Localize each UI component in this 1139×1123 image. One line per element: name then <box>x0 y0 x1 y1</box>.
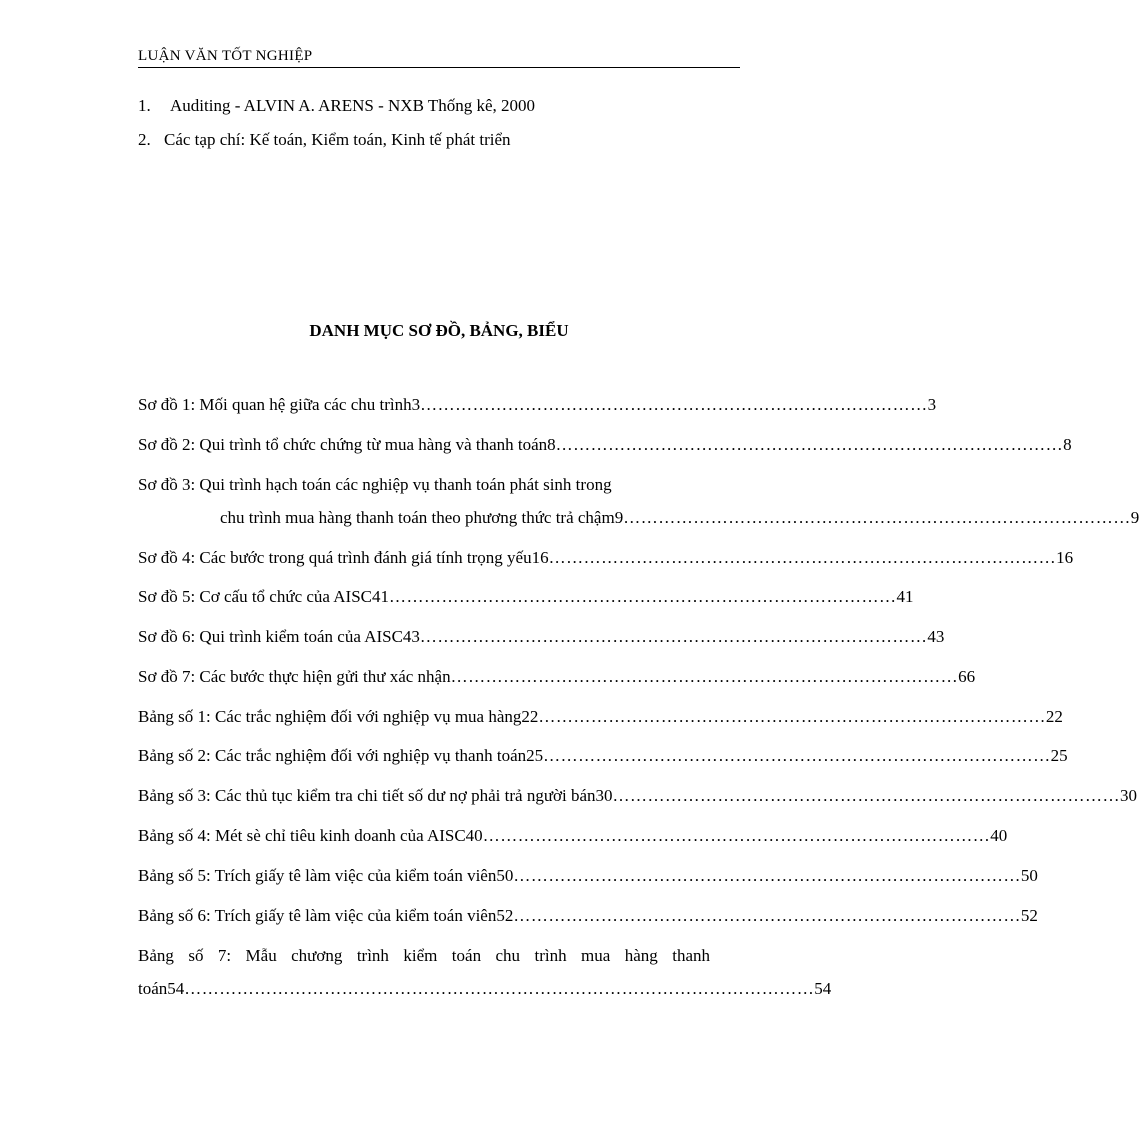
reference-text: Auditing - ALVIN A. ARENS - NXB Thống kê, 2000 <box>170 96 536 115</box>
toc-leader: …………………………………………………………………………… <box>555 435 1064 454</box>
toc-leader: …………………………………………………………………………… <box>513 866 1021 885</box>
toc-leader: …………………………………………………………………………… <box>623 508 1131 527</box>
toc-label: Bảng số 5: Trích giấy tê làm việc của kiểm toán viên50 <box>138 866 514 885</box>
toc-entry <box>220 508 1139 528</box>
toc-leader: …………………………………………………………………………… <box>543 746 1051 765</box>
toc-page-number: 9 <box>1130 508 1139 527</box>
toc-leader: …………………………………………………………………………… <box>513 906 1021 925</box>
toc-page-number: 22 <box>1045 707 1063 726</box>
toc-page-number: 52 <box>1020 906 1038 925</box>
toc-entry <box>138 587 914 607</box>
toc-label: Bảng số 6: Trích giấy tê làm việc của kiểm toán viên52 <box>138 906 514 925</box>
toc-page-number: 43 <box>927 627 945 646</box>
toc-entry <box>138 866 1038 886</box>
toc-entry <box>138 707 1063 727</box>
reference-number: 2. <box>138 130 151 149</box>
toc-leader: …………………………………………………………………………… <box>612 786 1121 805</box>
toc-leader: …………………………………………………………………………… <box>389 587 897 606</box>
toc-label: Bảng số 4: Mét sè chỉ tiêu kinh doanh của AISC40 <box>138 826 483 845</box>
toc-label: Sơ đồ 1: Mối quan hệ giữa các chu trình3 <box>138 395 421 414</box>
toc-leader: …………………………………………………………………………… <box>420 395 928 414</box>
toc-label: Sơ đồ 7: Các bước thực hiện gửi thư xác nhận <box>138 667 451 686</box>
toc-entry <box>138 395 937 415</box>
reference-item-2 <box>138 130 511 150</box>
toc-label: Sơ đồ 6: Qui trình kiểm toán của AISC43 <box>138 627 420 646</box>
toc-entry <box>138 826 1008 846</box>
toc-page-number: 3 <box>927 395 937 414</box>
toc-entry <box>138 979 832 999</box>
toc-page-number: 50 <box>1020 866 1038 885</box>
toc-page-number: 25 <box>1050 746 1068 765</box>
toc-leader: …………………………………………………………………………… <box>538 707 1046 726</box>
toc-page-number: 16 <box>1056 548 1074 567</box>
toc-page-number: 41 <box>896 587 914 606</box>
toc-entry <box>138 667 976 687</box>
toc-leader: …………………………………………………………………………… <box>548 548 1057 567</box>
toc-label: Bảng số 2: Các trắc nghiệm đối với nghiệp vụ thanh toán25 <box>138 746 544 765</box>
toc-label: toán54 <box>138 979 185 998</box>
reference-text: Các tạp chí: Kế toán, Kiểm toán, Kinh tế phát triển <box>164 130 511 149</box>
toc-leader: ……………………………………………………………………………………………… <box>184 979 815 998</box>
toc-page-number: 8 <box>1063 435 1072 454</box>
reference-number: 1. <box>138 96 151 115</box>
toc-entry <box>138 435 1072 455</box>
toc-leader: …………………………………………………………………………… <box>482 826 991 845</box>
toc-leader: …………………………………………………………………………… <box>450 667 959 686</box>
toc-label: Bảng số 1: Các trắc nghiệm đối với nghiệp vụ mua hàng22 <box>138 707 539 726</box>
toc-label: Sơ đồ 2: Qui trình tổ chức chứng từ mua hàng và thanh toán8 <box>138 435 556 454</box>
toc-page-number: 66 <box>958 667 976 686</box>
toc-label: chu trình mua hàng thanh toán theo phương thức trả chậm9 <box>220 508 624 527</box>
toc-page-number: 40 <box>990 826 1008 845</box>
toc-label: Bảng số 3: Các thủ tục kiểm tra chi tiết số dư nợ phải trả người bán30 <box>138 786 613 805</box>
toc-label: Sơ đồ 4: Các bước trong quá trình đánh giá tính trọng yếu16 <box>138 548 549 567</box>
toc-page-number: 54 <box>814 979 832 998</box>
toc-label-line1: Bảng số 7: Mẫu chương trình kiểm toán chu trình mua hàng thanh <box>138 946 710 965</box>
toc-entry <box>138 786 1138 806</box>
reference-item-1 <box>138 96 535 116</box>
toc-label: Sơ đồ 5: Cơ cấu tổ chức của AISC41 <box>138 587 389 606</box>
toc-page-number: 30 <box>1120 786 1138 805</box>
toc-leader: …………………………………………………………………………… <box>419 627 928 646</box>
toc-entry <box>138 548 1074 568</box>
toc-entry <box>138 906 1038 926</box>
toc-entry <box>138 627 945 647</box>
toc-label-line1: Sơ đồ 3: Qui trình hạch toán các nghiệp vụ thanh toán phát sinh trong <box>138 475 612 494</box>
running-header: LUẬN VĂN TỐT NGHIỆP <box>138 48 740 68</box>
toc-entry <box>138 746 1068 766</box>
page-title: DANH MỤC SƠ ĐỒ, BẢNG, BIỂU <box>309 321 569 340</box>
